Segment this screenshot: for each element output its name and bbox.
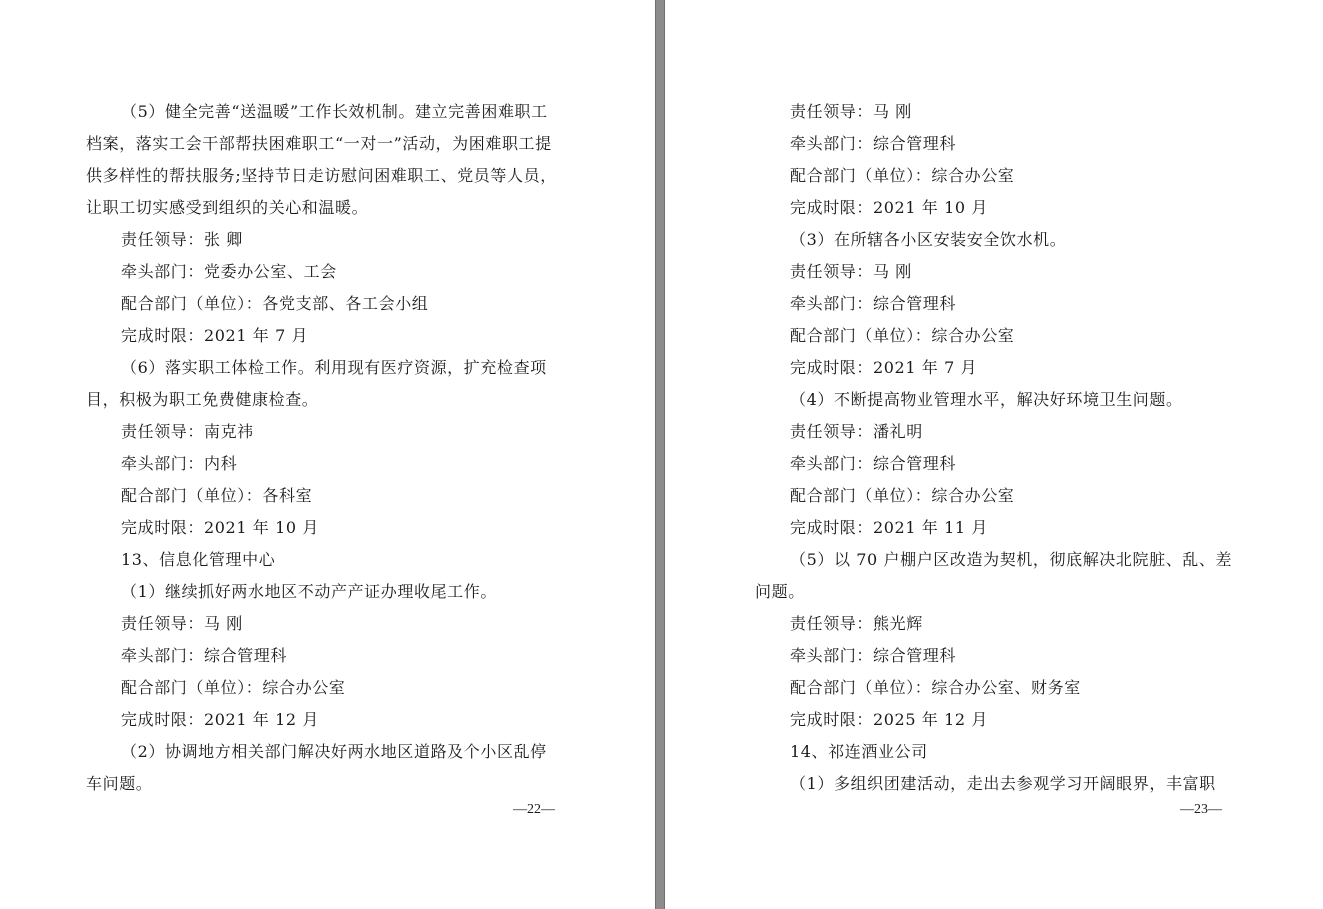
text-line: 责任领导：马 刚	[121, 614, 243, 633]
text-line: 责任领导：马 刚	[790, 102, 912, 121]
text-line: 13、信息化管理中心	[121, 550, 276, 569]
text-line: 目，积极为职工免费健康检查。	[86, 390, 319, 409]
text-line: 供多样性的帮扶服务;坚持节日走访慰问困难职工、党员等人员，	[86, 166, 557, 185]
text-line: 配合部门（单位）：综合办公室	[790, 166, 1015, 185]
page-22-text-column	[86, 96, 576, 800]
page-22-number: —22—	[513, 802, 555, 817]
text-line: （4）不断提高物业管理水平，解决好环境卫生问题。	[790, 390, 1183, 409]
text-line: 责任领导：南克祎	[121, 422, 254, 441]
text-line: 14、祁连酒业公司	[790, 742, 928, 761]
page-23-number: —23—	[1180, 802, 1222, 817]
text-line: 完成时限：2021 年 10 月	[121, 518, 319, 537]
text-line: （5）以 70 户棚户区改造为契机，彻底解决北院脏、乱、差	[790, 550, 1233, 569]
text-line: 配合部门（单位）：综合办公室、财务室	[790, 678, 1081, 697]
page-23-text-column	[755, 96, 1241, 800]
text-line: 让职工切实感受到组织的关心和温暖。	[86, 198, 369, 217]
text-line: （5）健全完善“送温暖”工作长效机制。建立完善困难职工	[121, 102, 548, 121]
text-line: （1）多组织团建活动，走出去参观学习开阔眼界，丰富职	[790, 774, 1216, 793]
text-line: 牵头部门：内科	[121, 454, 238, 473]
text-line: （2）协调地方相关部门解决好两水地区道路及个小区乱停	[121, 742, 547, 761]
text-line: 完成时限：2021 年 7 月	[121, 326, 309, 345]
text-line: 责任领导：张 卿	[121, 230, 243, 249]
text-line: 牵头部门：综合管理科	[790, 646, 957, 665]
text-line: 牵头部门：党委办公室、工会	[121, 262, 337, 281]
text-line: 配合部门（单位）：各党支部、各工会小组	[121, 294, 429, 313]
text-line: 配合部门（单位）：综合办公室	[121, 678, 346, 697]
text-line: （6）落实职工体检工作。利用现有医疗资源，扩充检查项	[121, 358, 547, 377]
text-line: 责任领导：潘礼明	[790, 422, 923, 441]
text-line: 配合部门（单位）：综合办公室	[790, 326, 1015, 345]
text-line: 完成时限：2021 年 12 月	[121, 710, 319, 729]
text-line: 配合部门（单位）：各科室	[121, 486, 313, 505]
text-line: 完成时限：2025 年 12 月	[790, 710, 988, 729]
text-line: 牵头部门：综合管理科	[790, 454, 957, 473]
text-line: 完成时限：2021 年 10 月	[790, 198, 988, 217]
text-line: 完成时限：2021 年 7 月	[790, 358, 978, 377]
text-line: （1）继续抓好两水地区不动产产证办理收尾工作。	[121, 582, 497, 601]
text-line: 档案，落实工会干部帮扶困难职工“一对一”活动，为困难职工提	[86, 134, 552, 153]
text-line: 牵头部门：综合管理科	[790, 294, 957, 313]
text-line: 配合部门（单位）：综合办公室	[790, 486, 1015, 505]
page-23	[665, 0, 1323, 909]
text-line: 完成时限：2021 年 11 月	[790, 518, 988, 537]
page-gutter	[655, 0, 665, 909]
page-22	[0, 0, 655, 909]
text-line: 责任领导：熊光辉	[790, 614, 923, 633]
text-line: 车问题。	[86, 774, 153, 793]
text-line: 问题。	[755, 582, 805, 601]
text-line: 责任领导：马 刚	[790, 262, 912, 281]
text-line: （3）在所辖各小区安装安全饮水机。	[790, 230, 1067, 249]
text-line: 牵头部门：综合管理科	[121, 646, 288, 665]
text-line: 牵头部门：综合管理科	[790, 134, 957, 153]
